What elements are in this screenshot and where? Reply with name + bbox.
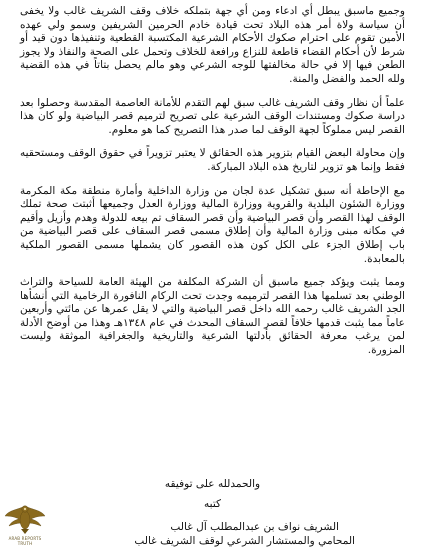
paragraph-1: وجميع ماسبق يبطل أي ادعاء ومن أي جهة بتملكه خلاف وقف الشريف غالب ولا يخفى أن سياسة ولاة أمر هذه البلاد تحت قيادة خادم الحرمين الشريفين وسمو ولي عهده الأمين تقوم على احترام صكوك الأحكام الشرعية المكتسبة القطعية وتنفيذها دون قيد أو شرط لأن أحكام القضاء قاطعة للنزاع ورافعة للخلاف وتحمل على الصحة والنفاذ ولا يجوز الطعن فيها إلا في حالة مخالفتها للوجه الشرعي وهو مالم يحصل بتاتاً في هذه القضية ولله الحمد والفضل والمنة. (20, 5, 406, 85)
closing-line: والحمدلله على توفيقه (164, 478, 261, 490)
logo-caption: ARAB REPORTS TRUTH (8, 536, 42, 546)
paragraph-gap (20, 137, 405, 147)
paragraph-3: وإن محاولة البعض القيام بتزوير هذه الحقائق لا يعتبر تزويراً في حقوق الوقف ومستحقيه فقط وإنما هو تزوير لتاريخ هذه البلاد المباركة. (20, 147, 405, 173)
signature-by: كتبه (203, 498, 222, 510)
paragraph-gap (20, 175, 405, 185)
paragraph-4: مع الإحاطة أنه سبق تشكيل عدة لجان من وزارة الداخلية وأمارة منطقة مكة المكرمة ووزارة الشئون البلدية والقروية ووزارة المالية ووزارة العدل وجميعها أثبتت صحة تملك الوقف لهذا القصر وأن قصر البياضية وأن قصر السقاف تم بيعه للدولة وهدم وأزيل وأقيم في مكانه مبنى وزارة المالية وأن إطلاق مسمى قصر السقاف على قصر البياضية من باب إطلاق الجزء على الكل كون هذه القصور كان يشملها مسمى القصور الملكية بالمعابدة. (20, 184, 405, 265)
paragraph-gap (20, 87, 405, 97)
signature-title: المحامي والمستشار الشرعي لوقف الشريف غالب (134, 535, 355, 547)
signature-name: الشريف نواف بن عبدالمطلب آل غالب (170, 521, 339, 533)
paragraph-2: علماً أن نظار وقف الشريف غالب سبق لهم التقدم للأمانة العاصمة المقدسة وحصلوا بعد دراسة صكوك ومستندات الوقف الشرعية على تصريح لترميم قصر البياضية ولو كان هذا القصر ليس مملوكاً لجهة الوقف لما صدر هذا التصريح كما هو معلوم. (20, 96, 405, 136)
paragraph-gap (20, 266, 405, 276)
paragraph-5: ومما يثبت ويؤكد جميع ماسبق أن الشركة المكلفة من الهيئة العامة للسياحة والتراث الوطني بعد تسلمها هذا القصر لترميمه وجدت تحت الركام النافورة الرخامية التي أنشأها الجد الشريف غالب رحمه الله داخل قصر البياضية والتي لا يقل عمرها عن مائتي وأربعين عاماً مما يثبت قدمها خلافاً لقصر السقاف المحدث في عام ١٣٤٨هـ وهذا من أوضح الأدلة لمن يرغب معرفة الحقائق بأدلتها الشرعية والتاريخية والجغرافية الموثقة وليست المزورة. (20, 276, 406, 357)
